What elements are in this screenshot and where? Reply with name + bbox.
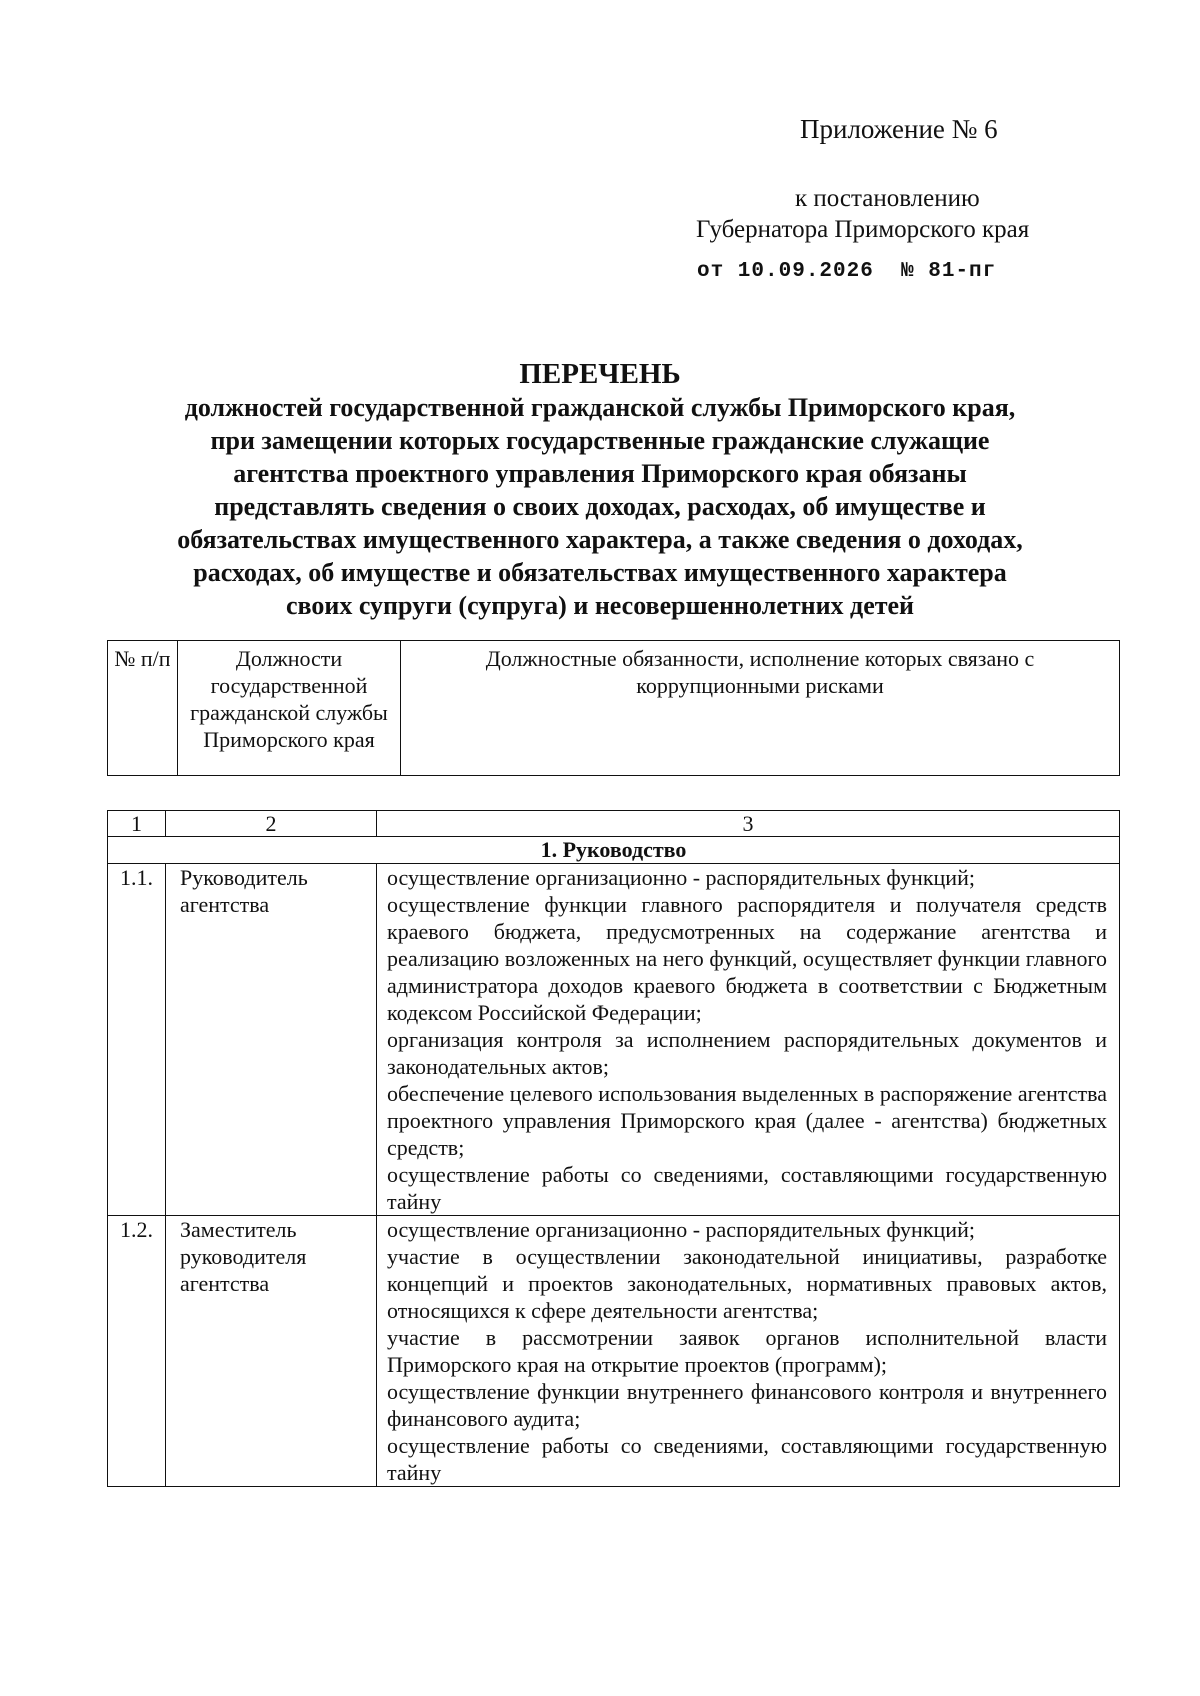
title-line: расходах, об имуществе и обязательствах имущественного характера — [193, 558, 1007, 587]
title-heading: ПЕРЕЧЕНЬ — [519, 358, 681, 390]
duty-item: осуществление организационно - распорядительных функций; — [387, 1217, 975, 1242]
title-line: своих супруги (супруга) и несовершеннолетних детей — [285, 591, 915, 620]
column-number-row — [108, 811, 1120, 837]
position-name: Заместитель руководителя агентства — [166, 1216, 377, 1487]
column-number: 2 — [166, 811, 377, 837]
column-number: 1 — [108, 811, 166, 837]
decree-reference-line: к постановлению — [795, 185, 980, 212]
table-row — [108, 864, 1120, 1216]
header-cell-position: Должности государственной гражданской службы Приморского края — [178, 641, 401, 776]
position-name: Руководитель агентства — [166, 864, 377, 1216]
section-title: 1. Руководство — [108, 837, 1120, 864]
duty-item: осуществление функции внутреннего финансового контроля и внутреннего финансового аудита; — [387, 1379, 1107, 1431]
appendix-label: Приложение № 6 — [800, 114, 998, 144]
issuer-line: Губернатора Приморского края — [696, 216, 1030, 243]
duty-item: осуществление работы со сведениями, составляющими государственную тайну — [387, 1433, 1107, 1485]
table-row — [108, 1216, 1120, 1487]
duties-cell — [377, 1216, 1120, 1487]
duties-cell — [377, 864, 1120, 1216]
duty-item: обеспечение целевого использования выделенных в распоряжение агентства проектного управления Приморского края (далее - агентства) бюджетных средств; — [387, 1081, 1107, 1160]
column-number: 3 — [377, 811, 1120, 837]
header-cell-number: № п/п — [108, 641, 178, 776]
title-line: должностей государственной гражданской службы Приморского края, — [184, 393, 1016, 422]
duty-item: участие в рассмотрении заявок органов исполнительной власти Приморского края на открытие проектов (программ); — [387, 1325, 1107, 1377]
row-number: 1.1. — [108, 864, 166, 1216]
title-line: агентства проектного управления Приморского края обязаны — [233, 459, 967, 488]
row-number: 1.2. — [108, 1216, 166, 1487]
duty-item: участие в осуществлении законодательной инициативы, разработке концепций и проектов законодательных, нормативных правовых актов, относящихся к сфере деятельности агентства; — [387, 1244, 1107, 1323]
duty-item: осуществление организационно - распорядительных функций; — [387, 865, 975, 890]
title-line: представлять сведения о своих доходах, расходах, об имуществе и — [214, 492, 986, 521]
header-cell-duties: Должностные обязанности, исполнение которых связано с коррупционными рисками — [401, 641, 1120, 776]
document-title — [100, 358, 1100, 622]
decree-date-number: от 10.09.2026 № 81-пг — [697, 260, 997, 283]
duty-item: организация контроля за исполнением распорядительных документов и законодательных актов; — [387, 1027, 1107, 1079]
positions-table — [107, 810, 1120, 1487]
title-line: при замещении которых государственные гражданские служащие — [210, 426, 990, 455]
section-row — [108, 837, 1120, 864]
duty-item: осуществление работы со сведениями, составляющими государственную тайну — [387, 1162, 1107, 1214]
duty-item: осуществление функции главного распорядителя и получателя средств краевого бюджета, предусмотренных на содержание агентства и реализацию возложенных на него функций, осуществляет функции главного администратора доходов краевого бюджета в соответствии с Бюджетным кодексом Российской Федерации; — [387, 892, 1107, 1025]
title-line: обязательствах имущественного характера, а также сведения о доходах, — [177, 525, 1023, 554]
table-header — [107, 640, 1120, 776]
